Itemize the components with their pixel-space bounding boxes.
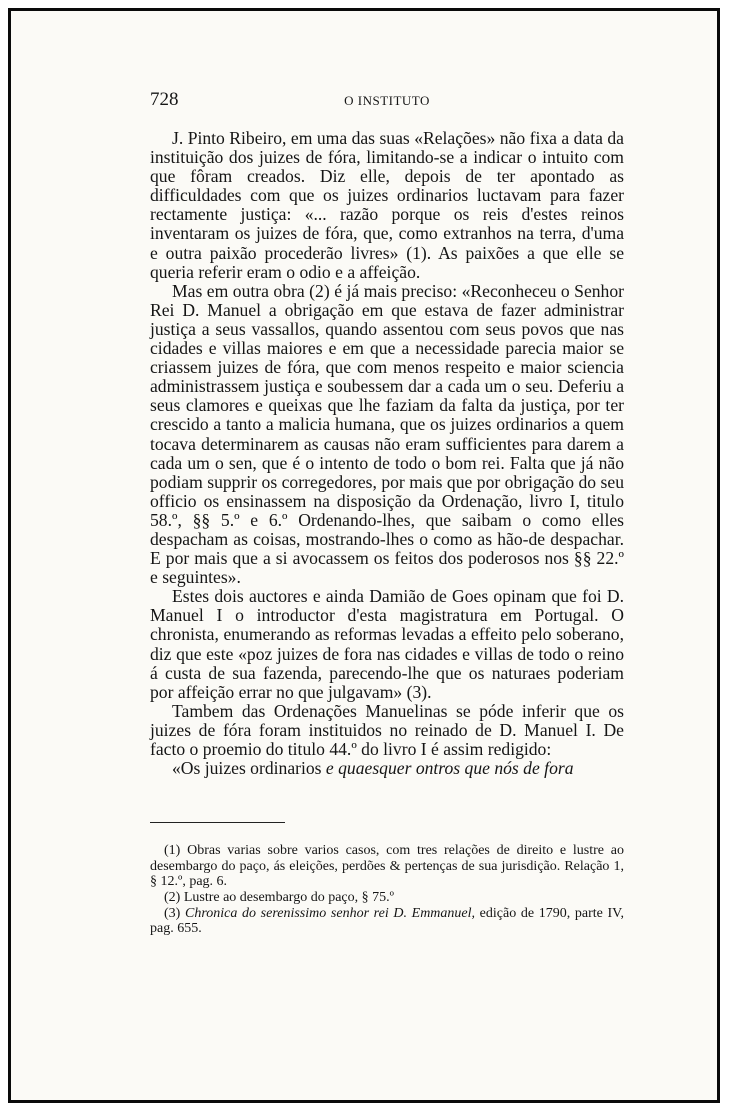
- paragraph-1: J. Pinto Ribeiro, em uma das suas «Relações» não fixa a data da instituição dos juizes de fóra, limitando-se a indicar o intuito com que fôram creados. Diz elle, depois de ter apontado as difficuldades com que os juizes ordinarios luctavam para fazer rectamente justiça: «... razão porque os reis d'estes reinos inventaram os juizes de fóra, que, como extranhos na terra, d'uma e outra paixão procederão livres» (1). As paixões a que elle se queria referir eram o odio e a affeição.: [150, 128, 624, 282]
- page-number: 728: [150, 89, 179, 110]
- paragraph-4: Tambem das Ordenações Manuelinas se póde inferir que os juizes de fóra foram instituidos no reinado de D. Manuel I. De facto o proemio do titulo 44.º do livro I é assim redigido:: [150, 700, 624, 759]
- footnote-divider: [150, 822, 285, 823]
- footnote-3-title: Chronica do serenissimo senhor rei D. Emmanuel,: [184, 905, 476, 921]
- footnote-2: (2) Lustre ao desembargo do paço, § 75.º: [164, 889, 394, 905]
- paragraph-3: Estes dois auctores e ainda Damião de Goes opinam que foi D. Manuel I o introductor d'esta magistratura em Portugal. O chronista, enumerando as reformas levadas a effeito pelo soberano, diz que este «poz juizes de fora nas cidades e villas de todo o reino á custa de sua fazenda, parecendo-lhe que os naturaes poderiam por affeição errar no que julgavam» (3).: [150, 586, 624, 702]
- paragraph-5-roman: «Os juizes ordinarios: [172, 758, 326, 779]
- book-page: [150, 89, 624, 937]
- footnote-3: [150, 906, 624, 937]
- footnotes: [150, 843, 624, 937]
- footnote-3-mark: (3): [164, 905, 185, 921]
- paragraph-5-italic: e quaesquer ontros que nós de fora: [325, 758, 574, 779]
- paragraph-2: Mas em outra obra (2) é já mais preciso: «Reconheceu o Senhor Rei D. Manuel a obrigação em que estava de fazer administrar justiça a seus vassallos, quando assentou com seus povos que nas cidades e villas maiores e em que a necessidade parecia maior se criassem juizes de fóra, que com menos respeito e maior sciencia administrassem justiça e soubessem dar a cada um o seu. Deferiu a seus clamores e queixas que lhe faziam da falta da justiça, por ter crescido a tanto a malicia humana, que os juizes ordinarios a quem tocava determinarem as causas não eram sufficientes para darem a cada um o sen, que é o intento de todo o bom rei. Falta que já não podiam supprir os corregedores, por mais que por obrigação do seu officio os ensinassem na disposição da Ordenação, livro I, titulo 58.º, §§ 5.º e 6.º Ordenando-lhes, que saibam o como elles despacham as coisas, mostrando-lhes o como as hão-de despachar. E por mais que a si avocassem os feitos dos poderosos nos §§ 22.º e seguintes».: [150, 280, 624, 588]
- page-header: [150, 89, 624, 117]
- running-title: O INSTITUTO: [344, 93, 430, 108]
- paragraph-5: [150, 759, 624, 778]
- body-text: [150, 129, 624, 778]
- footnote-3-rest: edição de 1790, parte IV, pag. 655.: [150, 905, 624, 937]
- page-frame: [8, 8, 720, 1103]
- footnote-1: (1) Obras varias sobre varios casos, com tres relações de direito e lustre ao desembargo do paço, ás eleições, perdões & pertenças de sua jurisdição. Relação 1, § 12.º, pag. 6.: [150, 843, 624, 890]
